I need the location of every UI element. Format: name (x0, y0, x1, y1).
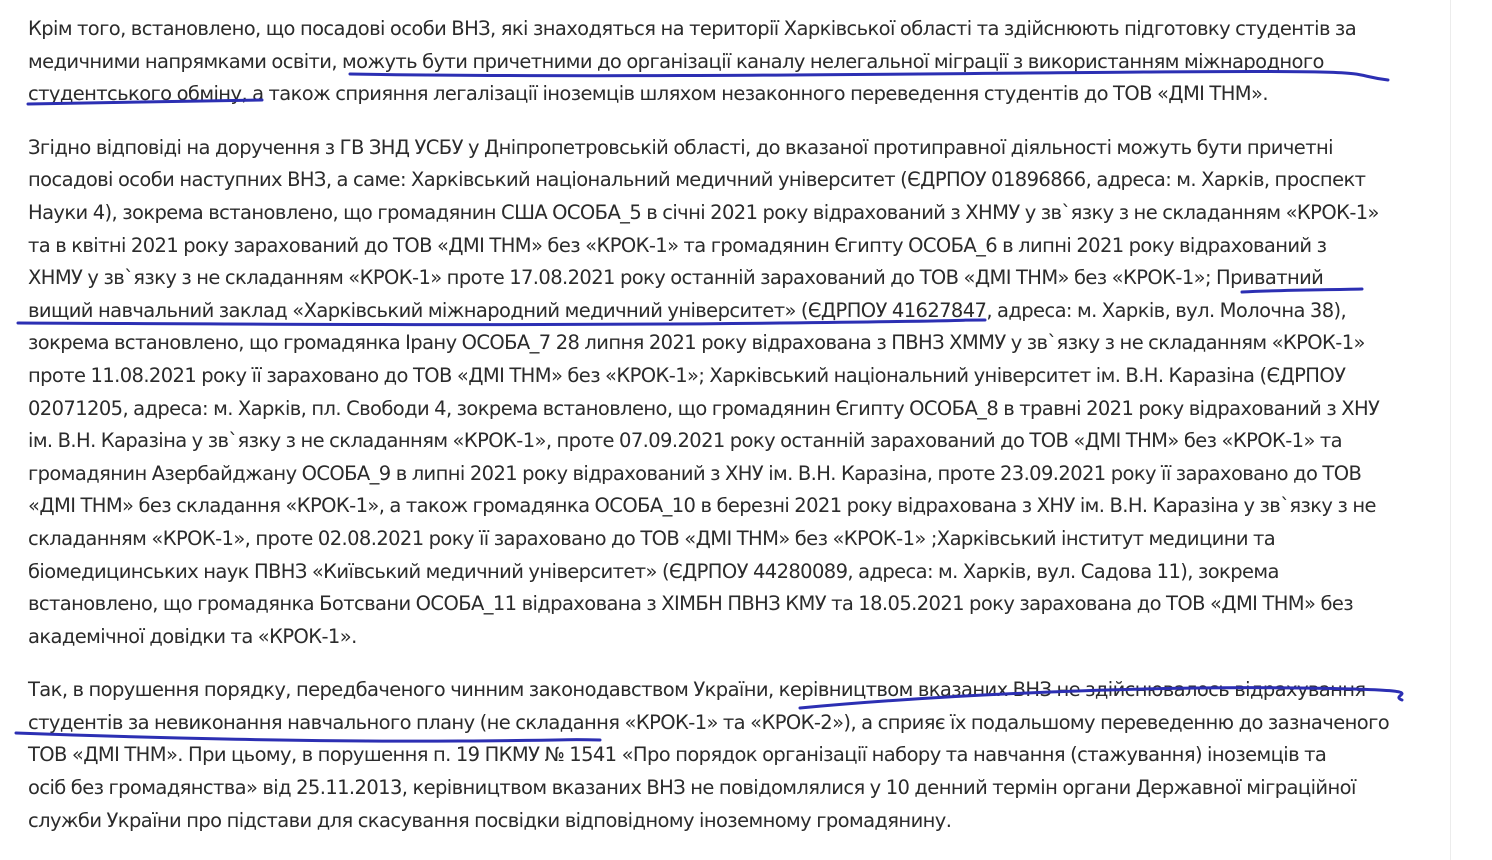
paragraph-2 (28, 132, 1418, 654)
paragraph-1 (28, 13, 1418, 111)
paragraph-line: студентів за невиконання навчального плану (не складання «КРОК-1» та «КРОК-2»), а сприяє їх подальшому переведенню до зазначеного (28, 710, 1390, 734)
paragraph-line: встановлено, що громадянка Ботсвани ОСОБА_11 відрахована з ХІМБН ПВНЗ КМУ та 18.05.2021 року зарахована до ТОВ «ДМІ ТНМ» без (28, 592, 1354, 616)
paragraph-line: ім. В.Н. Каразіна у зв`язку з не складанням «КРОК-1», проте 07.09.2021 року останній зарахований до ТОВ «ДМІ ТНМ» без «КРОК-1» та (28, 429, 1343, 453)
paragraph-line: та в квітні 2021 року зарахований до ТОВ «ДМІ ТНМ» без «КРОК-1» та громадянин Єгипту ОСОБА_6 в липні 2021 року відрахований з (28, 233, 1327, 257)
paragraph-line: Згідно відповіді на доручення з ГВ ЗНД УСБУ у Дніпропетровській області, до вказаної протиправної діяльності можуть бути причетні (28, 135, 1333, 159)
page-divider (1450, 0, 1451, 860)
paragraph-line: студентського обміну, а також сприяння легалізації іноземців шляхом незаконного переведення студентів до ТОВ «ДМІ ТНМ». (28, 82, 1268, 106)
paragraph-3 (28, 674, 1418, 837)
document-body (28, 13, 1418, 837)
paragraph-line: медичними напрямками освіти, можуть бути причетними до організації каналу нелегальної міграції з використанням міжнародного (28, 49, 1324, 73)
paragraph-line: служби України про підстави для скасування посвідки відповідному іноземному громадянину. (28, 808, 952, 832)
paragraph-line: посадові особи наступних ВНЗ, а саме: Харківський національний медичний університет (ЄДРПОУ 01896866, адреса: м. Харків, проспект (28, 168, 1366, 192)
paragraph-line: зокрема встановлено, що громадянка Ірану ОСОБА_7 28 липня 2021 року відрахована з ПВНЗ ХММУ у зв`язку з не складанням «КРОК-1» (28, 331, 1365, 355)
paragraph-line: вищий навчальний заклад «Харківський міжнародний медичний університет» (ЄДРПОУ 41627847, адреса: м. Харків, вул. Молочна 38), (28, 298, 1347, 322)
paragraph-line: Так, в порушення порядку, передбаченого чинним законодавством України, керівництвом вказаних ВНЗ не здійснювалось відрахування (28, 678, 1366, 702)
paragraph-line: ХНМУ у зв`язку з не складанням «КРОК-1» проте 17.08.2021 року останній зарахований до ТОВ «ДМІ ТНМ» без «КРОК-1»; Приватний (28, 266, 1324, 290)
paragraph-line: ТОВ «ДМІ ТНМ». При цьому, в порушення п. 19 ПКМУ № 1541 «Про порядок організації набору та навчання (стажування) іноземців та (28, 743, 1327, 767)
paragraph-line: громадянин Азербайджану ОСОБА_9 в липні 2021 року відрахований з ХНУ ім. В.Н. Каразіна, проте 23.09.2021 року її зараховано до ТОВ (28, 461, 1362, 485)
paragraph-line: осіб без громадянства» від 25.11.2013, керівництвом вказаних ВНЗ не повідомлялися у 10 денний термін органи Державної міграційної (28, 776, 1356, 800)
paragraph-line: Науки 4), зокрема встановлено, що громадянин США ОСОБА_5 в січні 2021 року відрахований з ХНМУ у зв`язку з не складанням «КРОК-1» (28, 200, 1379, 224)
paragraph-line: «ДМІ ТНМ» без складання «КРОК-1», а також громадянка ОСОБА_10 в березні 2021 року відрахована з ХНУ ім. В.Н. Каразіна у зв`язку з не (28, 494, 1376, 518)
paragraph-line: біомедицинських наук ПВНЗ «Київський медичний університет» (ЄДРПОУ 44280089, адреса: м. Харків, вул. Садова 11), зокрема (28, 559, 1279, 583)
paragraph-line: Крім того, встановлено, що посадові особи ВНЗ, які знаходяться на території Харківської області та здійснюють підготовку студентів за (28, 17, 1357, 40)
paragraph-line: академічної довідки та «КРОК-1». (28, 624, 357, 648)
paragraph-line: складанням «КРОК-1», проте 02.08.2021 року її зараховано до ТОВ «ДМІ ТНМ» без «КРОК-1» ;Харківський інститут медицини та (28, 526, 1276, 550)
paragraph-line: 02071205, адреса: м. Харків, пл. Свободи 4, зокрема встановлено, що громадянин Єгипту ОСОБА_8 в травні 2021 року відрахований з ХНУ (28, 396, 1380, 420)
paragraph-line: проте 11.08.2021 року її зараховано до ТОВ «ДМІ ТНМ» без «КРОК-1»; Харківський національний університет ім. В.Н. Каразіна (ЄДРПОУ (28, 363, 1346, 387)
